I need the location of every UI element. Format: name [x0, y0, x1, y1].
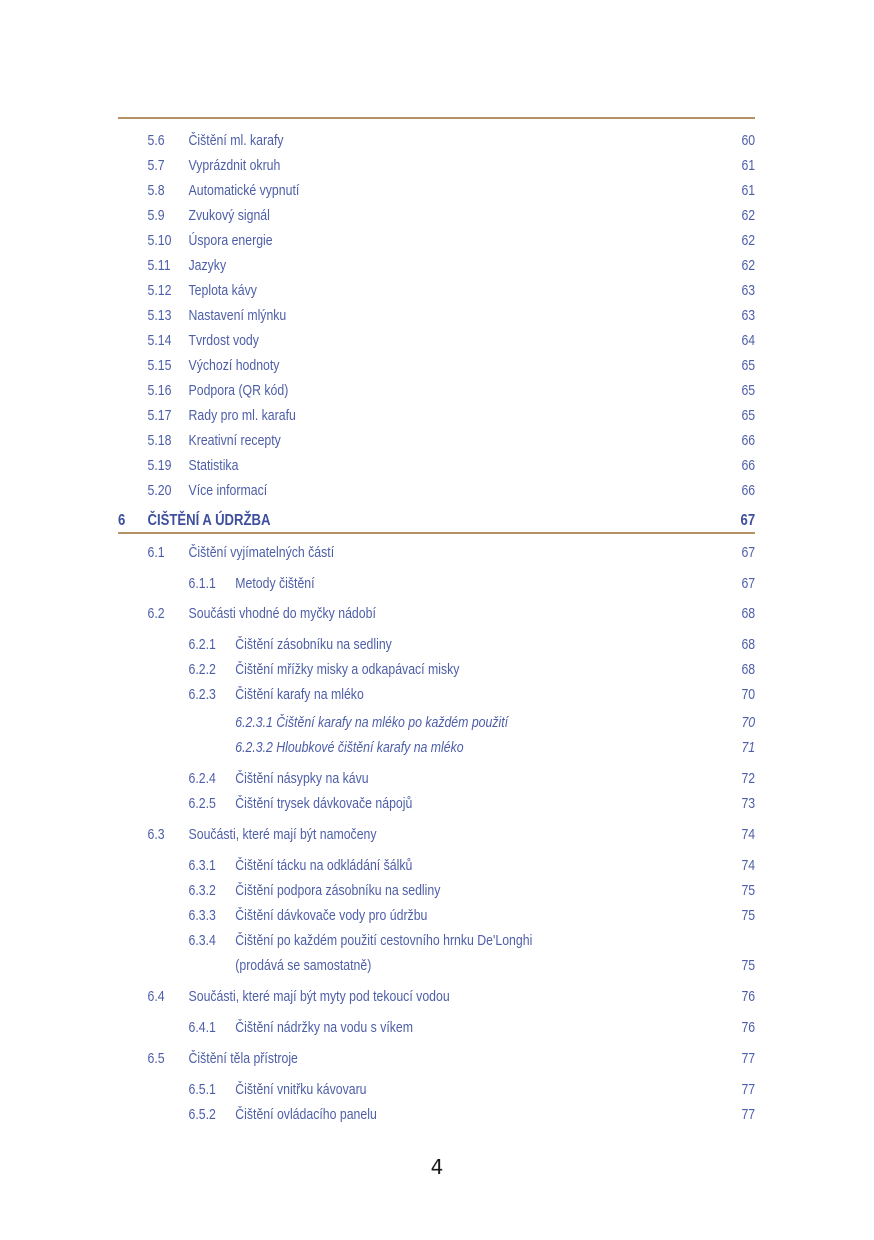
- toc-entry-6-4[interactable]: [118, 986, 756, 1007]
- toc-number: 6.4.1: [188, 1019, 216, 1036]
- toc-title: Čištění karafy na mléko: [235, 686, 364, 703]
- toc-entry-6-5-1[interactable]: [118, 1079, 756, 1100]
- toc-title: Čištění podpora zásobníku na sedliny: [235, 882, 441, 899]
- toc-entry-5-12[interactable]: [118, 280, 756, 301]
- toc-page: 70: [741, 686, 756, 703]
- toc-number: 5.6: [147, 132, 165, 149]
- toc-title: Podpora (QR kód): [188, 382, 289, 399]
- toc-title: Statistika: [188, 457, 239, 474]
- toc-page: 77: [741, 1050, 756, 1067]
- toc-page: 76: [741, 988, 756, 1005]
- toc-page: 64: [741, 332, 756, 349]
- toc-title: Čištění vnitřku kávovaru: [235, 1081, 367, 1098]
- toc-page: 67: [741, 575, 756, 592]
- toc-title: Čištění dávkovače vody pro údržbu: [235, 907, 428, 924]
- toc-page: 62: [741, 232, 756, 249]
- toc-entry-5-11[interactable]: [118, 255, 756, 276]
- toc-entry-6-2-3-2[interactable]: [118, 737, 756, 758]
- toc-page: 63: [741, 282, 756, 299]
- toc-number: 6.2.5: [188, 795, 216, 812]
- toc-title: Úspora energie: [188, 232, 273, 249]
- toc-number: 6.2: [147, 605, 165, 622]
- toc-entry-6-2-3[interactable]: [118, 684, 756, 705]
- toc-title: 6.2.3.2 Hloubkové čištění karafy na mléko: [235, 739, 464, 756]
- toc-page: 66: [741, 482, 756, 499]
- toc-page: 62: [741, 207, 756, 224]
- toc-page: 63: [741, 307, 756, 324]
- toc-title: 6.2.3.1 Čištění karafy na mléko po každém použití: [235, 714, 509, 731]
- toc-title: Čištění ml. karafy: [188, 132, 284, 149]
- toc-number: 6.3.2: [188, 882, 216, 899]
- toc-title: Čištění tácku na odkládání šálků: [235, 857, 413, 874]
- toc-title: Čištění vyjímatelných částí: [188, 544, 335, 561]
- toc-page: 68: [741, 636, 756, 653]
- toc-title-continuation: (prodává se samostatně): [235, 957, 372, 974]
- toc-number: 5.17: [147, 407, 172, 424]
- toc-title: Čištění násypky na kávu: [235, 770, 369, 787]
- toc-title: Automatické vypnutí: [188, 182, 300, 199]
- toc-number: 6.3.3: [188, 907, 216, 924]
- toc-entry-5-10[interactable]: [118, 230, 756, 251]
- toc-entry-6-2-5[interactable]: [118, 793, 756, 814]
- toc-title: Čištění těla přístroje: [188, 1050, 298, 1067]
- toc-number: 6.5.2: [188, 1106, 216, 1123]
- toc-entry-5-19[interactable]: [118, 455, 756, 476]
- toc-title: Více informací: [188, 482, 268, 499]
- toc-title: Součásti, které mají být myty pod tekoucí vodou: [188, 988, 450, 1005]
- toc-entry-6-3-4[interactable]: [118, 930, 640, 951]
- toc-page: 76: [741, 1019, 756, 1036]
- toc-title: Výchozí hodnoty: [188, 357, 280, 374]
- toc-number: 5.8: [147, 182, 165, 199]
- toc-title: Součásti vhodné do myčky nádobí: [188, 605, 376, 622]
- toc-page: 74: [741, 857, 756, 874]
- toc-page: 68: [741, 661, 756, 678]
- toc-entry-6-2-1[interactable]: [118, 634, 756, 655]
- toc-entry-6-1[interactable]: [118, 542, 756, 563]
- chapter-rule: [118, 532, 755, 534]
- toc-number: 6.2.1: [188, 636, 216, 653]
- toc-page: 71: [741, 739, 756, 756]
- toc-page: 77: [741, 1081, 756, 1098]
- toc-number: 6.2.4: [188, 770, 216, 787]
- toc-page: 61: [741, 157, 756, 174]
- toc-title: Nastavení mlýnku: [188, 307, 287, 324]
- toc-page: 62: [741, 257, 756, 274]
- toc-title: Metody čištění: [235, 575, 315, 592]
- toc-title: Čištění trysek dávkovače nápojů: [235, 795, 413, 812]
- toc-page: 75: [741, 882, 756, 899]
- toc-number: 5.16: [147, 382, 172, 399]
- toc-number: 6.3.4: [188, 932, 216, 949]
- toc-title: Čištění mřížky misky a odkapávací misky: [235, 661, 460, 678]
- toc-entry-6-5-2[interactable]: [118, 1104, 756, 1125]
- toc-page: 65: [741, 407, 756, 424]
- toc-entry-5-8[interactable]: [118, 180, 756, 201]
- toc-page: 72: [741, 770, 756, 787]
- toc-title: Součásti, které mají být namočeny: [188, 826, 377, 843]
- toc-title: Čištění po každém použití cestovního hrnku De'Longhi: [235, 932, 533, 949]
- toc-number: 6.2.2: [188, 661, 216, 678]
- toc-number: 6: [118, 512, 126, 529]
- toc-entry-5-20[interactable]: [118, 480, 756, 501]
- toc-entry-5-9[interactable]: [118, 205, 756, 226]
- toc-number: 5.14: [147, 332, 172, 349]
- toc-page: 75: [741, 907, 756, 924]
- toc-entry-6-2-4[interactable]: [118, 768, 756, 789]
- toc-entry-6-5[interactable]: [118, 1048, 756, 1069]
- toc-title: Čištění ovládacího panelu: [235, 1106, 377, 1123]
- toc-number: 5.9: [147, 207, 165, 224]
- toc-title: Tvrdost vody: [188, 332, 259, 349]
- toc-number: 5.13: [147, 307, 172, 324]
- toc-entry-6-3-3[interactable]: [118, 905, 756, 926]
- toc-entry-6-4-1[interactable]: [118, 1017, 756, 1038]
- toc-page: 60: [741, 132, 756, 149]
- toc-title: Rady pro ml. karafu: [188, 407, 296, 424]
- toc-entry-6-3-2[interactable]: [118, 880, 756, 901]
- toc-entry-5-16[interactable]: [118, 380, 756, 401]
- toc-number: 6.4: [147, 988, 165, 1005]
- toc-title: ČIŠTĚNÍ A ÚDRŽBA: [147, 512, 271, 529]
- toc-entry-5-13[interactable]: [118, 305, 756, 326]
- toc-entry-6-3-4-continued[interactable]: [118, 955, 756, 976]
- toc-page: 66: [741, 457, 756, 474]
- toc-entry-6-1-1[interactable]: [118, 573, 756, 594]
- toc-page: 70: [741, 714, 756, 731]
- toc-entry-6-3-1[interactable]: [118, 855, 756, 876]
- toc-chapter-6[interactable]: [118, 510, 756, 531]
- toc-title: Jazyky: [188, 257, 227, 274]
- toc-number: 6.1.1: [188, 575, 216, 592]
- toc-entry-6-2-3-1[interactable]: [118, 712, 756, 733]
- toc-page: 73: [741, 795, 756, 812]
- toc-page: 65: [741, 357, 756, 374]
- toc-entry-5-17[interactable]: [118, 405, 756, 426]
- toc-number: 6.3.1: [188, 857, 216, 874]
- toc-title: Teplota kávy: [188, 282, 257, 299]
- toc-page: 65: [741, 382, 756, 399]
- toc-page: 67: [740, 512, 756, 529]
- toc-number: 5.10: [147, 232, 172, 249]
- toc-title: Čištění nádržky na vodu s víkem: [235, 1019, 414, 1036]
- toc-page: 68: [741, 605, 756, 622]
- toc-page: 75: [741, 957, 756, 974]
- toc-number: 5.12: [147, 282, 172, 299]
- toc-page: 67: [741, 544, 756, 561]
- toc-title: Kreativní recepty: [188, 432, 281, 449]
- toc-number: 5.19: [147, 457, 172, 474]
- toc-number: 5.18: [147, 432, 172, 449]
- toc-number: 5.20: [147, 482, 172, 499]
- toc-page: 61: [741, 182, 756, 199]
- toc-entry-5-18[interactable]: [118, 430, 756, 451]
- toc-number: 6.5.1: [188, 1081, 216, 1098]
- toc-number: 5.7: [147, 157, 165, 174]
- toc-entry-5-6[interactable]: [118, 130, 756, 151]
- toc-page: 77: [741, 1106, 756, 1123]
- toc-number: 6.3: [147, 826, 165, 843]
- toc-title: Čištění zásobníku na sedliny: [235, 636, 392, 653]
- toc-number: 6.2.3: [188, 686, 216, 703]
- toc-number: 5.11: [147, 257, 171, 274]
- toc-page: 74: [741, 826, 756, 843]
- toc-entry-5-15[interactable]: [118, 355, 756, 376]
- top-rule: [118, 117, 755, 119]
- toc-number: 5.15: [147, 357, 172, 374]
- page-number: 4: [430, 1155, 444, 1179]
- toc-entry-6-2[interactable]: [118, 603, 756, 624]
- toc-number: 6.5: [147, 1050, 165, 1067]
- toc-entry-5-14[interactable]: [118, 330, 756, 351]
- toc-entry-6-3[interactable]: [118, 824, 756, 845]
- toc-number: 6.1: [147, 544, 165, 561]
- toc-entry-6-2-2[interactable]: [118, 659, 756, 680]
- toc-title: Vyprázdnit okruh: [188, 157, 281, 174]
- toc-title: Zvukový signál: [188, 207, 270, 224]
- toc-page: 66: [741, 432, 756, 449]
- toc-entry-5-7[interactable]: [118, 155, 756, 176]
